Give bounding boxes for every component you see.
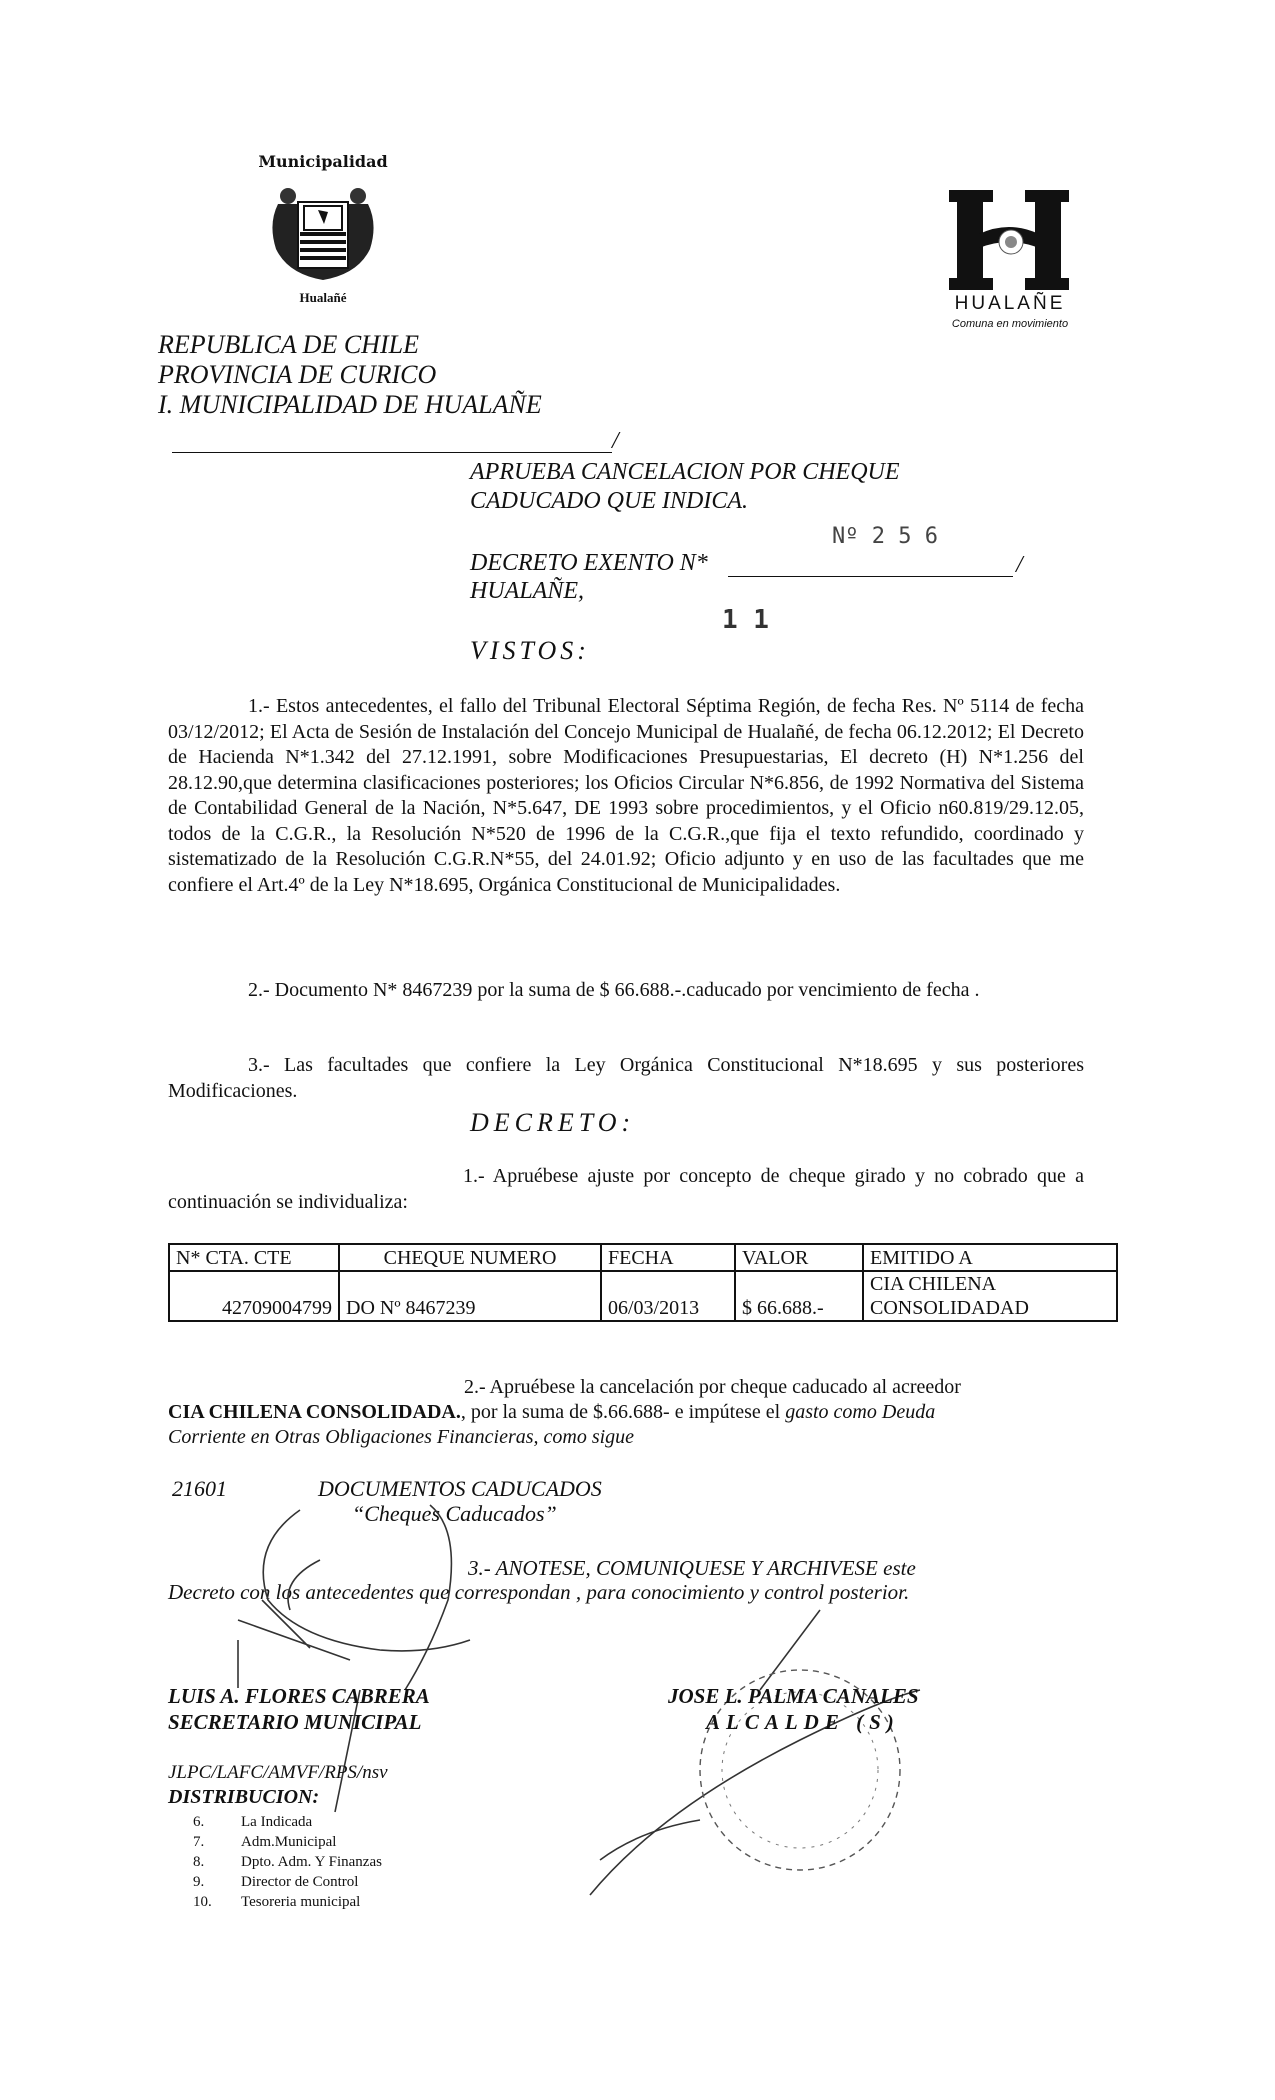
list-item — [193, 1872, 358, 1892]
distribution-text: Dpto. Adm. Y Finanzas — [241, 1854, 382, 1870]
account-name: DOCUMENTOS CADUCADOS — [318, 1476, 602, 1501]
decreto-item-2-italic-tail: gasto como Deuda — [785, 1401, 936, 1423]
account-code: 21601 — [172, 1476, 227, 1501]
distribution-num: 10. — [193, 1894, 212, 1910]
crest-bottom-text: Hualañé — [299, 290, 347, 305]
decreto-heading: DECRETO: — [470, 1108, 636, 1137]
account-sub: “Cheques Caducados” — [352, 1501, 557, 1526]
vistos-item-3-text: 3.- Las facultades que confiere la Ley Orgánica Constitucional N*18.695 y sus posteriores Modificaciones. — [168, 1054, 1084, 1102]
cell-emitido-line-2: CONSOLIDADAD — [870, 1297, 1029, 1319]
cell-emitido-line-1: CIA CHILENA — [870, 1273, 997, 1295]
subject-line-1: APRUEBA CANCELACION POR CHEQUE — [470, 459, 900, 485]
header-line-republica: REPUBLICA DE CHILE — [158, 330, 419, 359]
signature-left-title: SECRETARIO MUNICIPAL — [168, 1710, 422, 1734]
subject-line-2: CADUCADO QUE INDICA. — [470, 488, 748, 514]
list-item — [193, 1852, 382, 1872]
header-cta: N* CTA. CTE — [169, 1244, 339, 1271]
signature-left-name: LUIS A. FLORES CABRERA — [168, 1684, 430, 1708]
header-fecha: FECHA — [601, 1244, 735, 1271]
distribution-text: La Indicada — [241, 1814, 313, 1830]
header-slash: / — [612, 428, 619, 454]
signature-right-name: JOSE L. PALMA CANALES — [668, 1684, 919, 1708]
decree-place: HUALAÑE, — [470, 578, 584, 604]
decree-stamp-date: 1 1 — [722, 605, 769, 635]
header-line-provincia: PROVINCIA DE CURICO — [158, 360, 437, 389]
decree-number-slash: / — [1016, 552, 1023, 578]
list-item — [193, 1832, 336, 1852]
cell-valor: $ 66.688.- — [735, 1271, 863, 1321]
distribution-num: 8. — [193, 1854, 205, 1870]
vistos-item-1-text: 1.- Estos antecedentes, el fallo del Tribunal Electoral Séptima Región, de fecha Res. Nº 5114 de fecha 03/12/2012; El Acta de Sesión de Instalación del Concejo Municipal de Hualañé, de fecha 06.12.2012; El Decreto de Hacienda N*1.342 del 27.12.1991, sobre Modificaciones Presupuestarias, El decreto (H) N*1.256 del 28.12.90,que determina clasificaciones posteriores; los Oficios Circular N*6.856, de 1992 Normativa del Sistema de Contabilidad General de la Nación, N*5.647, DE 1993 sobre procedimientos, y el Oficio n60.819/29.12.05, todos de la C.G.R., la Resolución N*520 de 1996 de la C.G.R.,que fija el texto refundido, coordinado y sistematizado de la Resolución C.G.R.N*55, del 24.01.92; Oficio adjunto y en uso de las facultades que me confiere el Art.4º de la Ley N*18.695, Orgánica Constitucional de Municipalidades. — [168, 695, 1084, 896]
distribution-num: 7. — [193, 1834, 205, 1850]
header-valor: VALOR — [735, 1244, 863, 1271]
distribution-text: Adm.Municipal — [241, 1834, 337, 1850]
decreto-item-3-line-1: 3.- ANOTESE, COMUNIQUESE Y ARCHIVESE este — [468, 1556, 916, 1580]
decree-label: DECRETO EXENTO N* — [470, 550, 708, 576]
cell-fecha: 06/03/2013 — [601, 1271, 735, 1321]
initials: JLPC/LAFC/AMVF/RPS/nsv — [168, 1762, 388, 1783]
vistos-item-2-text: 2.- Documento N* 8467239 por la suma de $ 66.688.-.caducado por vencimiento de fecha . — [248, 979, 980, 1001]
decreto-item-1-text: 1.- Apruébese ajuste por concepto de cheque girado y no cobrado que a continuación se individualiza: — [168, 1165, 1084, 1213]
cell-cheque: DO Nº 8467239 — [339, 1271, 601, 1321]
crest-top-text: Municipalidad — [258, 152, 388, 171]
decreto-item-2-line-2: Corriente en Otras Obligaciones Financieras, como sigue — [168, 1426, 635, 1448]
distribution-num: 6. — [193, 1814, 205, 1830]
vistos-heading: VISTOS: — [470, 636, 590, 665]
acreedor-name: CIA CHILENA CONSOLIDADA. — [168, 1401, 461, 1423]
distribution-num: 9. — [193, 1874, 205, 1890]
logo-tagline: Comuna en movimiento — [951, 318, 1069, 330]
signature-right-title: ALCALDE (S) — [706, 1710, 900, 1734]
decreto-item-2-lead: 2.- Apruébese la cancelación por cheque caducado al acreedor — [464, 1376, 961, 1398]
decreto-item-2-rest: , por la suma de $.66.688- e impútese el — [460, 1401, 781, 1423]
distribution-text: Director de Control — [241, 1874, 359, 1890]
distribucion-heading: DISTRIBUCION: — [168, 1786, 320, 1808]
cell-cta: 42709004799 — [169, 1271, 339, 1321]
distribution-text: Tesoreria municipal — [241, 1894, 361, 1910]
decreto-item-3-line-2: Decreto con los antecedentes que correspondan , para conocimiento y control posterior. — [168, 1580, 910, 1604]
header-line-municipalidad: I. MUNICIPALIDAD DE HUALAÑE — [158, 390, 542, 419]
header-cheque: CHEQUE NUMERO — [339, 1244, 601, 1271]
list-item — [193, 1812, 312, 1832]
logo-name: HUALAÑE — [954, 293, 1066, 314]
header-emitido: EMITIDO A — [863, 1244, 1117, 1271]
decree-stamp-number: Nº 2 5 6 — [832, 524, 938, 549]
list-item — [193, 1892, 360, 1912]
